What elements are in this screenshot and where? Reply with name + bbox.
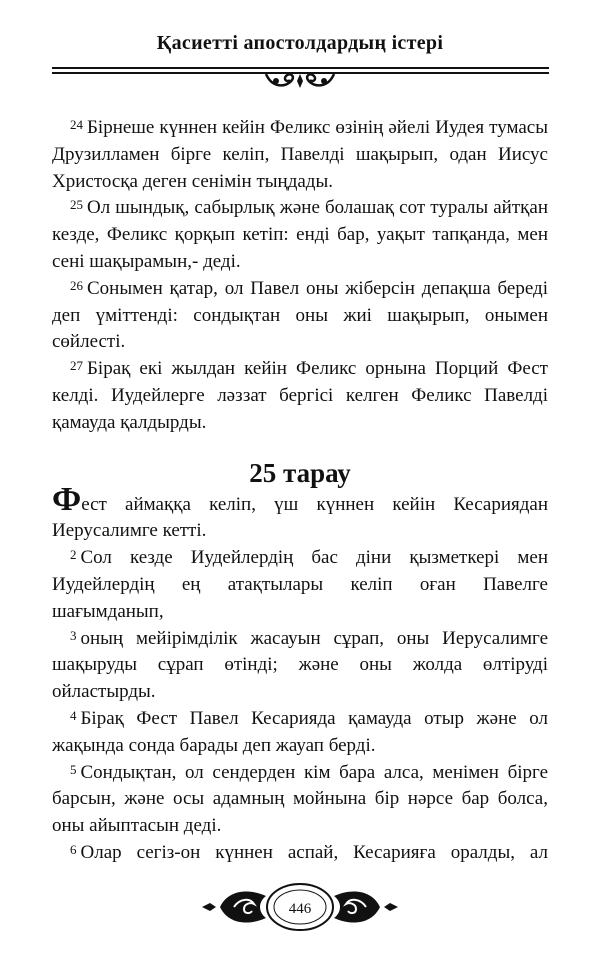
header-ornament-icon — [262, 70, 338, 92]
chapter-heading: 25 тарау — [249, 457, 351, 488]
verse-text: Олар сегіз-он күннен аспай, Кесарияға оралды, ал — [80, 841, 548, 863]
verse-number: 5 — [70, 761, 77, 777]
verse — [52, 480, 548, 546]
verse-number: 2 — [70, 547, 77, 563]
verse-text: Бірнеше күннен кейін Феликс өзінің әйелі Иудея тумасы Друзилламен бірге келіп, Павелді шақырып, одан Иисус Христосқа деген сенімін тыңдады. — [52, 117, 548, 192]
verse-number: 26 — [70, 277, 83, 293]
verse-text: Ол шындық, сабырлық және болашақ сот туралы айтқан кезде, Феликс қорқып кетіп: енді бар, уақыт тапқанда, мен сені шақырамын,- деді. — [52, 197, 548, 272]
page-number: 446 — [288, 901, 312, 917]
running-head-title: Қасиетті апостолдардың істері — [156, 32, 444, 54]
verse-text: ест аймаққа келіп, үш күннен кейін Кесариядан Иерусалимге кетті. — [52, 493, 548, 542]
verse-text: Сонымен қатар, ол Павел оны жіберсін депақша береді деп үміттенді: сондықтан оны жиі шақырып, онымен сөйлесті. — [52, 277, 548, 353]
verse-number: 25 — [70, 197, 83, 213]
verse — [52, 276, 548, 356]
verse — [52, 195, 548, 275]
drop-cap: Ф — [52, 480, 82, 518]
verse — [52, 840, 548, 867]
verse — [52, 356, 548, 436]
verse — [52, 626, 548, 706]
verse-number: 24 — [70, 117, 83, 132]
verse-number: 27 — [70, 358, 83, 374]
verse-number: 4 — [70, 707, 77, 723]
verse-number: 6 — [70, 841, 77, 857]
verse — [52, 706, 548, 760]
header-rule — [52, 67, 549, 69]
verse-text: Бірақ екі жылдан кейін Феликс орнына Порций Фест келді. Иудейлерге ләззат бергісі келген Феликс Павелді қамауда қалдырды. — [52, 358, 548, 433]
verse-number: 3 — [70, 627, 77, 643]
verse-text: Сондықтан, ол сендерден кім бара алса, менімен бірге барсын, және осы адамның мойнына бір нәрсе бар болса, оны айыптасын деді. — [52, 761, 548, 837]
verse — [52, 760, 548, 840]
verse — [52, 115, 548, 195]
verse — [52, 545, 548, 625]
page-body — [52, 115, 548, 867]
verse-text: оның мейірімділік жасауын сұрап, оны Иерусалимге шақыруды сұрап өтінді; және оны жолда өлтіруді ойластырды. — [52, 627, 548, 703]
verse-text: Бірақ Фест Павел Кесарияда қамауда отыр және ол жақында сонда барады деп жауап берді. — [52, 707, 548, 756]
verse-text: Сол кезде Иудейлердің бас діни қызметкері мен Иудейлердің ең атақтылары келіп оған Павелге шағымданып, — [52, 547, 548, 622]
